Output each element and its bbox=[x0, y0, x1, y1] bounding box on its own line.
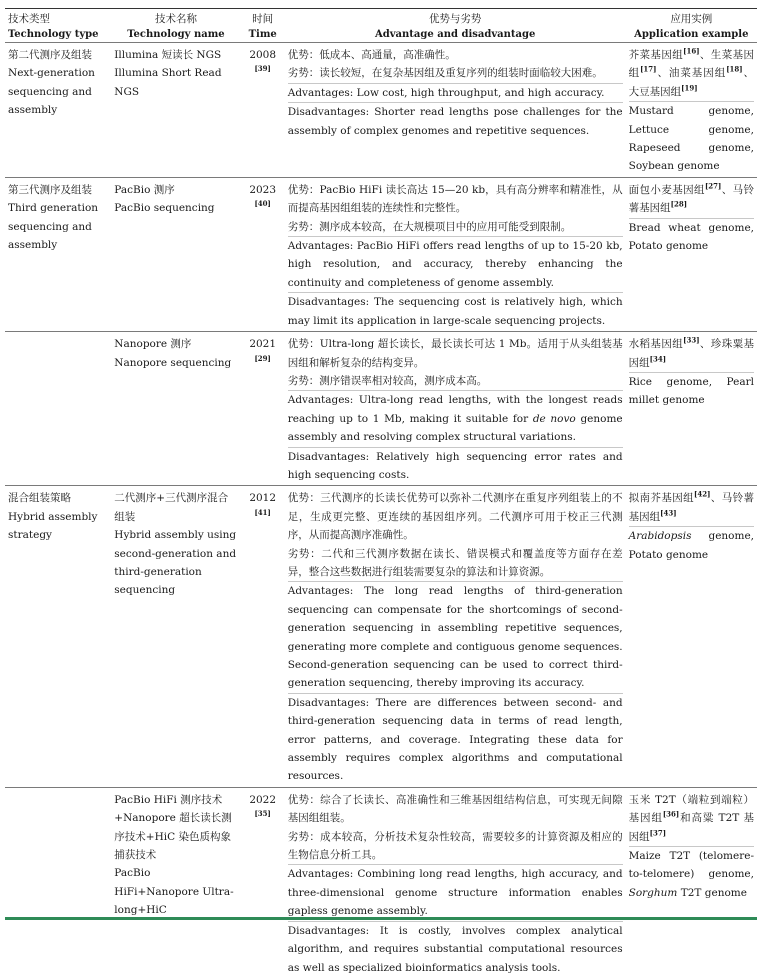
app-zh-part: 拟南芥基因组 bbox=[628, 492, 695, 505]
app-ref: [43] bbox=[660, 508, 677, 518]
cell-technology-type bbox=[5, 177, 111, 331]
advantage-zh-block bbox=[288, 489, 623, 581]
app-ref: [16] bbox=[683, 46, 700, 56]
app-zh-part: 水稻基因组 bbox=[628, 338, 684, 351]
application-zh bbox=[629, 181, 754, 218]
type-en: Next-generation sequencing and assembly bbox=[8, 67, 95, 117]
app-zh-part: 、生菜基因组 bbox=[628, 49, 755, 80]
name-zh: PacBio HiFi 测序技术+Nanopore 超长读长测序技术+HiC 染色质构象捕获技术 bbox=[114, 793, 232, 862]
header-application-example bbox=[626, 9, 757, 43]
table-row bbox=[5, 787, 757, 978]
table-row bbox=[5, 43, 757, 178]
cell-advantage-disadvantage bbox=[285, 43, 626, 178]
advantage-zh: 优势：Ultra-long 超长读长，最长读长可达 1 Mb。适用于从头组装基因组和解析复杂的结构变异。 bbox=[287, 338, 623, 369]
cell-time bbox=[241, 787, 285, 978]
header-col5-zh: 应用实例 bbox=[670, 13, 713, 25]
app-en: Maize T2T (telomere-to-telomere) genome, bbox=[628, 850, 754, 881]
cell-technology-type bbox=[5, 43, 111, 178]
header-col3-zh: 时间 bbox=[252, 13, 274, 25]
cell-advantage-disadvantage bbox=[285, 787, 626, 978]
header-col2-en: Technology name bbox=[127, 29, 225, 40]
type-zh: 第三代测序及组装 bbox=[8, 183, 92, 196]
advantage-zh: 优势：PacBio HiFi 读长高达 15—20 kb，具有高分辨率和精准性，从而提高基因组组装的连续性和完整性。 bbox=[287, 183, 623, 215]
advantage-en-italic: de novo bbox=[532, 412, 576, 425]
year: 2008 bbox=[249, 49, 277, 61]
header-technology-name bbox=[111, 9, 240, 43]
app-en: Bread wheat genome, Potato genome bbox=[628, 221, 754, 253]
type-zh: 混合组装策略 bbox=[8, 492, 71, 505]
app-ref: [34] bbox=[649, 354, 667, 363]
cell-application-example bbox=[626, 332, 757, 486]
cell-time bbox=[241, 332, 285, 486]
cell-application-example bbox=[626, 177, 757, 331]
app-ref: [17] bbox=[640, 64, 657, 74]
advantage-en-block bbox=[288, 390, 623, 446]
app-en-italic: Arabidopsis bbox=[628, 530, 692, 543]
cell-technology-name bbox=[111, 787, 240, 978]
application-zh bbox=[629, 791, 754, 846]
cell-technology-name bbox=[111, 486, 240, 788]
disadvantage-en-block bbox=[288, 102, 623, 140]
table-header-row bbox=[5, 9, 757, 43]
disadvantage-zh: 劣势：测序错误率相对较高，测序成本高。 bbox=[287, 374, 488, 387]
advantage-en-block bbox=[288, 864, 623, 920]
app-ref: [37] bbox=[649, 828, 667, 838]
disadvantage-en-block bbox=[288, 921, 623, 977]
year-reference: [35] bbox=[254, 809, 271, 819]
app-zh-part: 、马铃薯基因组 bbox=[628, 492, 754, 523]
header-col1-en: Technology type bbox=[8, 29, 99, 40]
app-zh-part: 和高粱 T2T 基因组 bbox=[628, 812, 754, 843]
name-en: Illumina Short Read NGS bbox=[114, 67, 222, 98]
cell-advantage-disadvantage bbox=[285, 177, 626, 331]
disadvantage-zh: 劣势：成本较高，分析技术复杂性较高，需要较多的计算资源及相应的生物信息分析工具。 bbox=[287, 830, 623, 862]
cell-time bbox=[241, 43, 285, 178]
app-zh-part: 玉米 T2T（端粒到端粒）基因组 bbox=[628, 793, 754, 825]
app-en-italic: Sorghum bbox=[628, 886, 678, 899]
year: 2023 bbox=[249, 183, 277, 196]
name-zh: PacBio 测序 bbox=[114, 183, 175, 196]
advantage-en: Advantages: Low cost, high throughput, and high accuracy. bbox=[287, 86, 605, 99]
application-en bbox=[629, 372, 754, 410]
type-zh: 第二代测序及组装 bbox=[8, 49, 92, 61]
disadvantage-en: Disadvantages: The sequencing cost is relatively high, which may limit its application in large-scale sequencing projects. bbox=[287, 296, 623, 327]
advantage-zh-block bbox=[288, 46, 623, 83]
disadvantage-en: Disadvantages: Shorter read lengths pose challenges for the assembly of complex genomes and repetitive sequences. bbox=[287, 106, 623, 137]
header-col3-en: Time bbox=[248, 29, 277, 40]
cell-time bbox=[241, 177, 285, 331]
header-col1-zh: 技术类型 bbox=[8, 13, 50, 25]
cell-advantage-disadvantage bbox=[285, 332, 626, 486]
application-en bbox=[629, 218, 754, 256]
disadvantage-zh: 劣势：测序成本较高，在大规模项目中的应用可能受到限制。 bbox=[287, 220, 572, 233]
header-time bbox=[241, 9, 285, 43]
advantage-zh-block bbox=[288, 335, 623, 390]
disadvantage-en: Disadvantages: It is costly, involves complex analytical algorithm, and requires substantial computational resources as well as specialized bioinformatics analysis tools. bbox=[287, 924, 623, 974]
disadvantage-zh: 劣势：二代和三代测序数据在读长、错误模式和覆盖度等方面存在差异，整合这些数据进行组装需要复杂的算法和计算资源。 bbox=[287, 547, 623, 578]
cell-time bbox=[241, 486, 285, 788]
app-zh-part: 面包小麦基因组 bbox=[628, 183, 705, 196]
advantage-en-block bbox=[288, 236, 623, 292]
disadvantage-en-block bbox=[288, 292, 623, 330]
year: 2012 bbox=[249, 492, 277, 505]
application-zh bbox=[629, 489, 754, 526]
year-reference: [41] bbox=[254, 507, 271, 517]
advantage-zh-block bbox=[288, 181, 623, 236]
application-en bbox=[629, 526, 754, 564]
cell-technology-name bbox=[111, 177, 240, 331]
disadvantage-en: Disadvantages: Relatively high sequencing error rates and high sequencing costs. bbox=[287, 450, 623, 481]
cell-application-example bbox=[626, 486, 757, 788]
name-en: Hybrid assembly using second-generation and third-generation sequencing bbox=[114, 529, 237, 597]
name-en: PacBio HiFi+Nanopore Ultra-long+HiC bbox=[114, 867, 234, 917]
app-zh-part: 、油菜基因组 bbox=[656, 67, 727, 80]
cell-technology-name bbox=[111, 332, 240, 486]
app-en: genome, Potato genome bbox=[628, 530, 754, 561]
advantage-en: Advantages: PacBio HiFi offers read lengths of up to 15-20 kb, high resolution, and accuracy, thereby enhancing the continuity and completeness of genome assembly. bbox=[287, 240, 623, 289]
app-en: Rice genome, Pearl millet genome bbox=[628, 375, 754, 407]
app-ref: [36] bbox=[662, 809, 680, 819]
app-ref: [27] bbox=[704, 181, 722, 191]
name-zh: Illumina 短读长 NGS bbox=[114, 49, 222, 61]
name-en: Nanopore sequencing bbox=[114, 356, 232, 369]
advantage-en: genome assembly and resolving complex structural variations. bbox=[287, 412, 623, 444]
app-ref: [19] bbox=[681, 83, 698, 93]
name-en: PacBio sequencing bbox=[114, 202, 215, 215]
header-col4-en: Advantage and disadvantage bbox=[374, 29, 536, 40]
header-col4-zh: 优势与劣势 bbox=[428, 13, 482, 25]
advantage-en: Advantages: Ultra-long read lengths, with the longest reads reaching up to 1 Mb, making it suitable for bbox=[287, 394, 623, 425]
year-reference: [29] bbox=[254, 353, 271, 363]
app-ref: [28] bbox=[670, 199, 688, 209]
app-en: Mustard genome, Lettuce genome, Rapeseed genome, Soybean genome bbox=[628, 105, 754, 173]
cell-technology-name bbox=[111, 43, 240, 178]
cell-technology-type-empty bbox=[5, 787, 111, 978]
app-zh-part: 芥菜基因组 bbox=[628, 49, 684, 61]
app-zh-part: 、珍珠粟基因组 bbox=[628, 338, 755, 369]
advantage-zh: 优势：低成本、高通量，高准确性。 bbox=[287, 49, 456, 61]
disadvantage-en-block bbox=[288, 447, 623, 485]
app-ref: [33] bbox=[683, 335, 700, 345]
app-zh-part: 、马铃薯基因组 bbox=[628, 183, 755, 215]
application-en bbox=[629, 846, 754, 902]
name-zh: 二代测序+三代测序混合组装 bbox=[114, 492, 229, 523]
cell-application-example bbox=[626, 787, 757, 978]
year-reference: [40] bbox=[254, 199, 271, 209]
advantage-en-block bbox=[288, 83, 623, 102]
advantage-zh-block bbox=[288, 791, 623, 865]
type-en: Hybrid assembly strategy bbox=[8, 510, 98, 542]
table-container bbox=[0, 8, 757, 978]
disadvantage-zh: 劣势：读长较短，在复杂基因组及重复序列的组装时面临较大困难。 bbox=[287, 67, 603, 80]
advantage-en-block bbox=[288, 581, 623, 692]
advantage-zh: 优势：三代测序的长读长优势可以弥补二代测序在重复序列组装上的不足，生成更完整、更连续的基因组序列。二代测序可用于校正三代测序，从而提高测序准确性。 bbox=[287, 492, 623, 542]
advantage-en: Advantages: The long read lengths of third-generation sequencing can compensate for the shortcomings of second-generation sequencing in assembling repetitive sequences, generating more complete and contiguous genome sequences. Second-generation sequencing can be used to correct third-generation sequencing, thereby improving its accuracy. bbox=[287, 585, 623, 690]
disadvantage-en: Disadvantages: There are differences between second- and third-generation sequencing data in terms of read length, error patterns, and coverage. Integrating these data for assembly requires complex algorithms and computational resources. bbox=[287, 696, 623, 783]
app-zh-part: 、大豆基因组 bbox=[628, 67, 755, 98]
application-en bbox=[629, 101, 754, 176]
application-zh bbox=[629, 46, 754, 101]
header-col2-zh: 技术名称 bbox=[154, 13, 197, 25]
app-ref: [42] bbox=[694, 489, 711, 499]
year-reference: [39] bbox=[254, 64, 271, 74]
header-col5-en: Application example bbox=[634, 29, 749, 40]
cell-advantage-disadvantage bbox=[285, 486, 626, 788]
advantage-zh: 优势：综合了长读长、高准确性和三维基因组结构信息，可实现无间隙基因组组装。 bbox=[287, 793, 623, 825]
year: 2021 bbox=[249, 338, 277, 351]
cell-technology-type-empty bbox=[5, 332, 111, 486]
technology-comparison-table bbox=[5, 8, 757, 978]
table-row bbox=[5, 177, 757, 331]
type-en: Third generation sequencing and assembly bbox=[8, 202, 99, 252]
header-advantage-disadvantage bbox=[285, 9, 626, 43]
app-ref: [18] bbox=[726, 64, 743, 74]
table-row bbox=[5, 486, 757, 788]
header-technology-type bbox=[5, 9, 111, 43]
disadvantage-en-block bbox=[288, 693, 623, 786]
advantage-en: Advantages: Combining long read lengths, high accuracy, and three-dimensional genome structure information enables gapless genome assembly. bbox=[287, 868, 623, 918]
cell-application-example bbox=[626, 43, 757, 178]
table-row bbox=[5, 332, 757, 486]
name-zh: Nanopore 测序 bbox=[114, 338, 192, 351]
application-zh bbox=[629, 335, 754, 372]
app-en: T2T genome bbox=[680, 886, 747, 899]
year: 2022 bbox=[249, 793, 277, 806]
table-bottom-rule bbox=[5, 917, 757, 920]
cell-technology-type bbox=[5, 486, 111, 788]
